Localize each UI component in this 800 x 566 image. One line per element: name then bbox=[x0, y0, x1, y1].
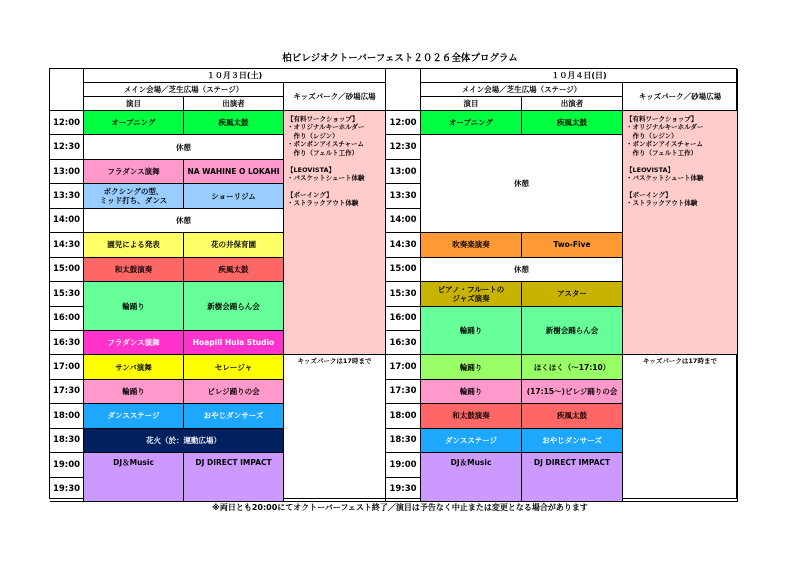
event-performer: ビレジ踊りの会 bbox=[184, 380, 284, 404]
kids-park-info: 【有料ワークショップ】 ・オリジナルキーホルダー 作り（レジン） ・ポンポンアイスチャーム 作り（フェルト工作） 【LEOVISTA】 ・バスケットシュート体験 【ボーイング】 ・ストラックアウト体験 bbox=[284, 111, 386, 355]
time-cell: 16:30 bbox=[386, 331, 421, 355]
kids-park-note: キッズパークは17時まで bbox=[623, 355, 738, 502]
day1-header: １０月３日(土) bbox=[84, 69, 386, 83]
event-performer: ほくほく（〜17:10） bbox=[522, 355, 623, 379]
event-performer: アスター bbox=[522, 282, 623, 306]
event-performer: Two-Five bbox=[522, 233, 623, 257]
event-program: フラダンス演舞 bbox=[84, 160, 184, 184]
day2-program-header: 演目 bbox=[421, 97, 522, 111]
event-performer: おやじダンサーズ bbox=[184, 404, 284, 428]
event-program: フラダンス演舞 bbox=[84, 331, 184, 355]
event-program: 輪踊り bbox=[84, 380, 184, 404]
event-program: 和太鼓演奏 bbox=[421, 404, 522, 428]
event-performer: NA WAHINE O LOKAHI bbox=[184, 160, 284, 184]
event-performer: 花の井保育園 bbox=[184, 233, 284, 257]
event-program: 和太鼓演奏 bbox=[84, 258, 184, 282]
time-cell: 13:00 bbox=[386, 160, 421, 184]
break-cell: 休憩 bbox=[421, 135, 623, 233]
event-program: 輪踊り bbox=[421, 380, 522, 404]
event-performer: 新樹会踊らん会 bbox=[184, 282, 284, 331]
day2-main-venue-header: メイン会場／芝生広場（ステージ） bbox=[421, 83, 623, 97]
time-cell: 18:30 bbox=[386, 429, 421, 453]
time-cell: 13:30 bbox=[50, 184, 84, 208]
time-cell: 18:30 bbox=[50, 429, 84, 453]
time-cell: 12:00 bbox=[50, 111, 84, 135]
day1-kids-park-header: キッズパーク／砂場広場 bbox=[284, 83, 386, 111]
event-program: 園児による発表 bbox=[84, 233, 184, 257]
event-performer: DJ DIRECT IMPACT bbox=[522, 453, 623, 502]
break-cell: 休憩 bbox=[84, 209, 284, 233]
time-cell: 15:00 bbox=[386, 258, 421, 282]
day1-main-venue-header: メイン会場／芝生広場（ステージ） bbox=[84, 83, 284, 97]
time-cell: 17:30 bbox=[386, 380, 421, 404]
event-performer: (17:15〜)ビレジ踊りの会 bbox=[522, 380, 623, 404]
time-cell: 14:30 bbox=[386, 233, 421, 257]
time-cell: 18:00 bbox=[50, 404, 84, 428]
event-program: 輪踊り bbox=[421, 307, 522, 356]
event-program: ピアノ・フルートの ジャズ演奏 bbox=[421, 282, 522, 306]
time-cell: 17:30 bbox=[50, 380, 84, 404]
time-header-day2 bbox=[386, 69, 421, 111]
time-cell: 12:30 bbox=[50, 135, 84, 159]
event-performer: 疾風太鼓 bbox=[522, 111, 623, 135]
event-performer: 疾風太鼓 bbox=[522, 404, 623, 428]
event-program: DJ＆Music bbox=[84, 453, 184, 502]
day1-performer-header: 出演者 bbox=[184, 97, 284, 111]
time-cell: 19:30 bbox=[386, 478, 421, 502]
event-performer: おやじダンサーズ bbox=[522, 429, 623, 453]
program-table bbox=[49, 68, 737, 499]
day2-kids-park-header: キッズパーク／砂場広場 bbox=[623, 83, 738, 111]
time-cell: 15:30 bbox=[386, 282, 421, 306]
day2-header: １０月４日(日) bbox=[421, 69, 738, 83]
time-cell: 14:00 bbox=[386, 209, 421, 233]
time-cell: 19:00 bbox=[386, 453, 421, 477]
time-cell: 14:30 bbox=[50, 233, 84, 257]
event-program: サンバ演舞 bbox=[84, 355, 184, 379]
time-cell: 15:30 bbox=[50, 282, 84, 306]
time-cell: 17:00 bbox=[386, 355, 421, 379]
time-cell: 19:30 bbox=[50, 478, 84, 502]
page-title: 柏ビレジオクトーバーフェスト２０２６全体プログラム bbox=[282, 53, 518, 64]
day2-performer-header: 出演者 bbox=[522, 97, 623, 111]
day1-program-header: 演目 bbox=[84, 97, 184, 111]
event-program: 輪踊り bbox=[421, 355, 522, 379]
time-cell: 15:00 bbox=[50, 258, 84, 282]
time-header-day1 bbox=[50, 69, 84, 111]
event-performer: 新樹会踊らん会 bbox=[522, 307, 623, 356]
event-program: DJ＆Music bbox=[421, 453, 522, 502]
time-cell: 14:00 bbox=[50, 209, 84, 233]
time-cell: 18:00 bbox=[386, 404, 421, 428]
event-program: オープニング bbox=[84, 111, 184, 135]
event-program: 吹奏楽演奏 bbox=[421, 233, 522, 257]
kids-park-info: 【有料ワークショップ】 ・オリジナルキーホルダー 作り（レジン） ・ポンポンアイスチャーム 作り（フェルト工作） 【LEOVISTA】 ・バスケットシュート体験 【ボーイング】 ・ストラックアウト体験 bbox=[623, 111, 738, 355]
time-cell: 12:30 bbox=[386, 135, 421, 159]
break-cell: 休憩 bbox=[84, 135, 284, 159]
event-performer: DJ DIRECT IMPACT bbox=[184, 453, 284, 502]
event-performer: 疾風太鼓 bbox=[184, 258, 284, 282]
time-cell: 17:00 bbox=[50, 355, 84, 379]
time-cell: 13:30 bbox=[386, 184, 421, 208]
event-program: オープニング bbox=[421, 111, 522, 135]
event-program: ダンスステージ bbox=[84, 404, 184, 428]
event-performer: ショーリジム bbox=[184, 184, 284, 208]
time-cell: 16:00 bbox=[386, 307, 421, 331]
time-cell: 12:00 bbox=[386, 111, 421, 135]
time-cell: 19:00 bbox=[50, 453, 84, 477]
event-program: ダンスステージ bbox=[421, 429, 522, 453]
event-performer: 疾風太鼓 bbox=[184, 111, 284, 135]
event-program: ボクシングの型、 ミッド打ち、ダンス bbox=[84, 184, 184, 208]
footnote: ※両日とも20:00にてオクトーバーフェスト終了／演目は予告なく中止または変更となる場合があります bbox=[212, 503, 588, 512]
event-program: 花火（於：運動広場） bbox=[84, 429, 284, 453]
kids-park-note: キッズパークは17時まで bbox=[284, 355, 386, 502]
time-cell: 13:00 bbox=[50, 160, 84, 184]
time-cell: 16:00 bbox=[50, 307, 84, 331]
event-performer: Hoapili Hula Studio bbox=[184, 331, 284, 355]
time-cell: 16:30 bbox=[50, 331, 84, 355]
event-performer: セレージャ bbox=[184, 355, 284, 379]
event-program: 輪踊り bbox=[84, 282, 184, 331]
break-cell: 休憩 bbox=[421, 258, 623, 282]
